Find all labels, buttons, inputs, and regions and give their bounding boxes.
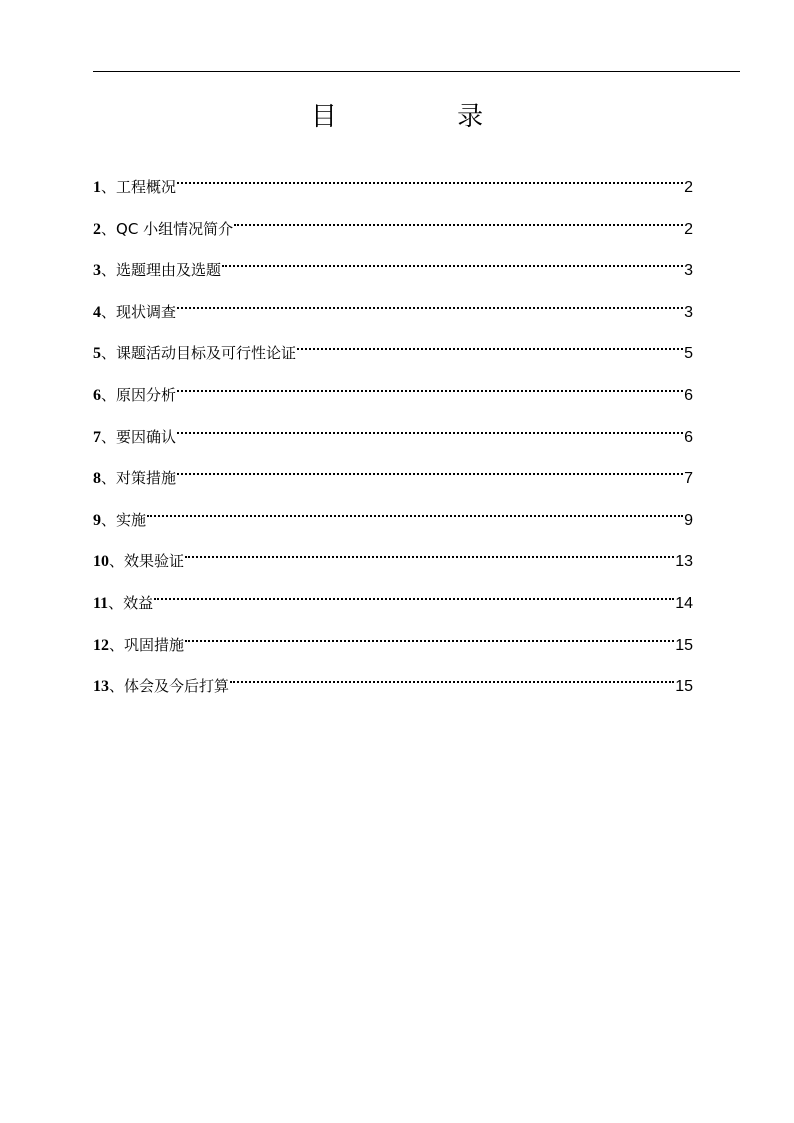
toc-entry-title: 巩固措施 bbox=[124, 635, 185, 654]
toc-entry[interactable] bbox=[93, 374, 693, 416]
toc-entry-title: 要因确认 bbox=[116, 427, 177, 446]
toc-entry-separator: 、 bbox=[109, 635, 125, 654]
toc-entry-separator: 、 bbox=[101, 302, 117, 321]
toc-entry-separator: 、 bbox=[101, 510, 117, 529]
toc-entry-separator: 、 bbox=[108, 593, 124, 612]
toc-entry-separator: 、 bbox=[101, 219, 117, 238]
toc-entry-leader bbox=[297, 332, 683, 358]
toc-entry-separator: 、 bbox=[101, 261, 117, 280]
toc-entry-separator: 、 bbox=[101, 469, 117, 488]
toc-entry-number: 7 bbox=[93, 428, 101, 446]
toc-entry[interactable] bbox=[93, 624, 693, 666]
toc-entry-leader bbox=[177, 457, 683, 483]
toc-entry-separator: 、 bbox=[101, 178, 117, 196]
toc-entry-number: 13 bbox=[93, 678, 109, 696]
toc-entry[interactable] bbox=[93, 291, 693, 333]
toc-entry-leader bbox=[147, 499, 683, 525]
toc-entry-leader bbox=[177, 166, 683, 192]
toc-entry-leader bbox=[185, 624, 674, 650]
toc-entry-number: 4 bbox=[93, 303, 101, 321]
toc-entry-number: 3 bbox=[93, 262, 101, 280]
toc-entry-number: 8 bbox=[93, 470, 101, 488]
toc-entry-separator: 、 bbox=[109, 552, 125, 571]
toc-title: 目 录 bbox=[310, 102, 540, 132]
toc-entry-page: 6 bbox=[684, 386, 693, 404]
toc-entry[interactable] bbox=[93, 665, 693, 707]
toc-entry-leader bbox=[177, 291, 683, 317]
toc-entry-page: 3 bbox=[684, 262, 693, 280]
toc-entry-title: 现状调查 bbox=[116, 302, 177, 321]
toc-entry-number: 5 bbox=[93, 345, 101, 363]
toc-list bbox=[93, 166, 693, 707]
toc-entry-title: 课题活动目标及可行性论证 bbox=[116, 344, 297, 363]
toc-entry[interactable] bbox=[93, 208, 693, 250]
toc-entry-number: 11 bbox=[93, 594, 109, 612]
toc-entry[interactable] bbox=[93, 249, 693, 291]
toc-entry-page: 3 bbox=[684, 303, 693, 321]
toc-entry-number: 6 bbox=[93, 386, 101, 404]
toc-entry[interactable] bbox=[93, 416, 693, 458]
toc-entry-number: 10 bbox=[93, 553, 109, 571]
toc-entry-title: 效益 bbox=[123, 593, 154, 612]
toc-entry-title: 实施 bbox=[116, 510, 147, 529]
toc-entry-page: 5 bbox=[684, 345, 693, 363]
toc-entry-title: 原因分析 bbox=[116, 385, 177, 404]
toc-entry[interactable] bbox=[93, 499, 693, 541]
toc-entry-number: 12 bbox=[93, 636, 109, 654]
header-rule bbox=[93, 71, 740, 72]
toc-entry-separator: 、 bbox=[101, 385, 117, 404]
toc-entry-page: 15 bbox=[675, 678, 693, 696]
toc-entry[interactable] bbox=[93, 457, 693, 499]
toc-entry-page: 2 bbox=[684, 220, 693, 238]
toc-entry-leader bbox=[185, 540, 674, 566]
toc-entry-title: QC 小组情况简介 bbox=[116, 219, 234, 238]
toc-entry[interactable] bbox=[93, 332, 693, 374]
toc-entry-page: 9 bbox=[684, 511, 693, 529]
toc-entry-page: 15 bbox=[675, 636, 693, 654]
toc-entry-page: 6 bbox=[684, 428, 693, 446]
toc-entry[interactable] bbox=[93, 540, 693, 582]
toc-entry-leader bbox=[177, 416, 683, 442]
toc-entry-number: 1 bbox=[93, 179, 101, 196]
toc-entry-title: 体会及今后打算 bbox=[124, 677, 230, 696]
toc-entry[interactable] bbox=[93, 582, 693, 624]
toc-entry-leader bbox=[222, 249, 683, 275]
toc-entry-page: 2 bbox=[684, 179, 693, 196]
toc-entry-leader bbox=[230, 665, 674, 691]
toc-entry-separator: 、 bbox=[101, 427, 117, 446]
toc-entry[interactable] bbox=[93, 166, 693, 208]
toc-entry-title: 效果验证 bbox=[124, 552, 185, 571]
toc-entry-page: 13 bbox=[675, 553, 693, 571]
toc-entry-title: 工程概况 bbox=[116, 178, 177, 196]
toc-entry-title: 选题理由及选题 bbox=[116, 261, 222, 280]
toc-entry-number: 9 bbox=[93, 511, 101, 529]
toc-entry-separator: 、 bbox=[109, 677, 125, 696]
toc-entry-leader bbox=[234, 208, 683, 234]
toc-entry-separator: 、 bbox=[101, 344, 117, 363]
toc-entry-title: 对策措施 bbox=[116, 469, 177, 488]
toc-entry-page: 14 bbox=[675, 594, 693, 612]
toc-entry-number: 2 bbox=[93, 220, 101, 238]
toc-entry-leader bbox=[154, 582, 674, 608]
toc-entry-page: 7 bbox=[684, 470, 693, 488]
toc-entry-leader bbox=[177, 374, 683, 400]
